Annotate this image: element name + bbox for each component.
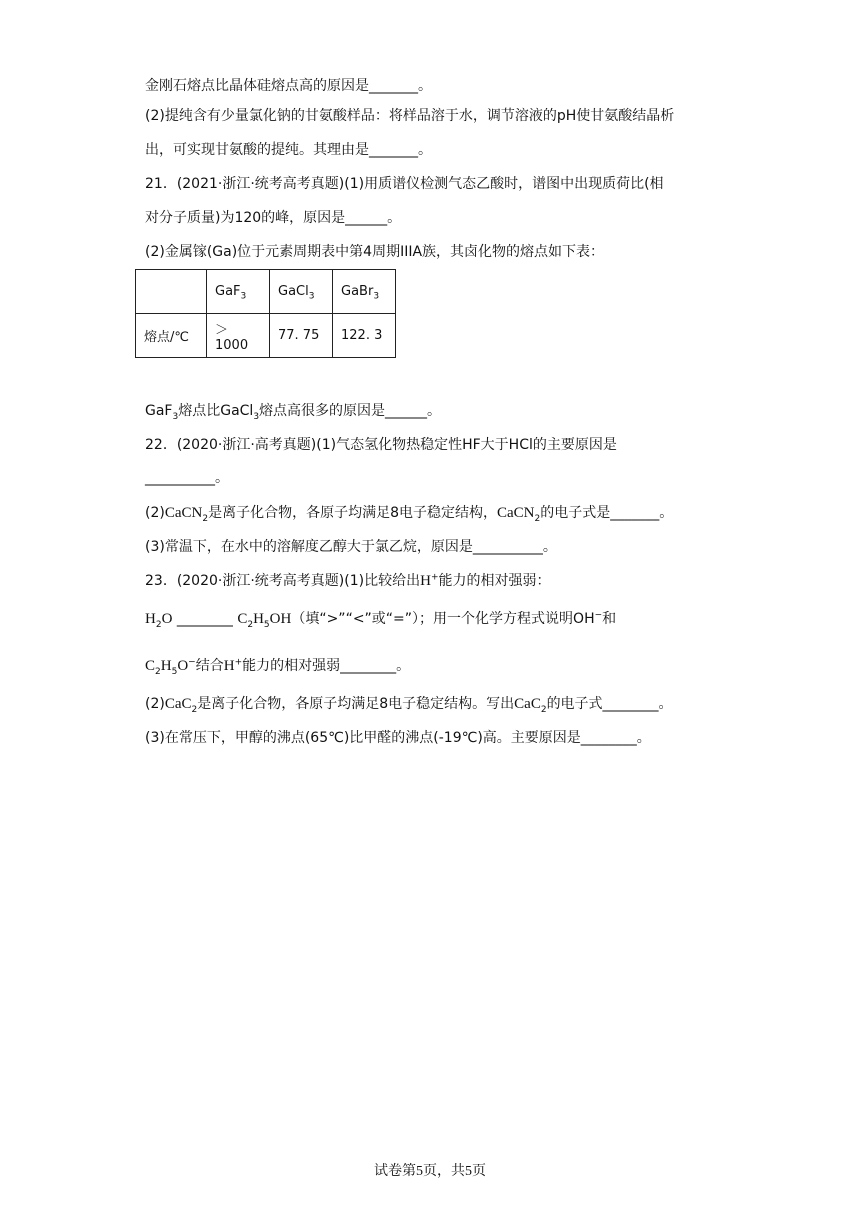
table-row <box>136 314 396 358</box>
q23-line-3: $C_2H_5O^-$结合H+能力的相对强弱________。 <box>145 657 411 677</box>
gaf-line: GaF$_3$熔点比GaCl$_3$熔点高很多的原因是______。 <box>145 403 442 422</box>
text-line-1: 金刚石熔点比晶体硅熔点高的原因是_______。 <box>145 78 432 94</box>
q22-line-1: 22．(2020·浙江·高考真题)(1)气态氢化物热稳定性HF大于HCl的主要原因是 <box>145 437 617 453</box>
melting-point-table <box>135 269 396 358</box>
table-cell-empty <box>136 270 207 314</box>
q21-line-3: (2)金属镓(Ga)位于元素周期表中第4周期IIIA族，其卤化物的熔点如下表： <box>145 244 605 260</box>
table-header-row <box>136 270 396 314</box>
q22-line-3: (2)CaCN$_2$是离子化合物，各原子均满足8电子稳定结构，CaCN$_2$的电子式是_______。 <box>145 505 674 524</box>
table-header-gacl3: GaCl$_3$ <box>270 270 333 314</box>
q21-line-2: 对分子质量)为120的峰，原因是______。 <box>145 210 402 226</box>
table-header-gabr3: GaBr$_3$ <box>333 270 396 314</box>
q23-line-1: 23．(2020·浙江·统考高考真题)(1)比较给出H+能力的相对强弱： <box>145 572 551 589</box>
q23-line-5: (3)在常压下，甲醇的沸点(65℃)比甲醛的沸点(-19℃)高。主要原因是________。 <box>145 730 651 746</box>
table-header-gaf3: GaF$_3$ <box>207 270 270 314</box>
q22-line-2: __________。 <box>145 470 229 486</box>
text-line-3: 出，可实现甘氨酸的提纯。其理由是_______。 <box>145 142 432 158</box>
text-line-2: (2)提纯含有少量氯化钠的甘氨酸样品：将样品溶于水，调节溶液的pH使甘氨酸结晶析 <box>145 108 675 124</box>
page-footer: 试卷第5页，共5页 <box>374 1164 486 1179</box>
table-cell: 122. 3 <box>333 314 396 358</box>
q22-line-4: (3)常温下，在水中的溶解度乙醇大于氯乙烷，原因是__________。 <box>145 539 557 555</box>
q23-line-2: $H_2O$ ________ $C_2H_5OH$（填“>”“<”或“=”）；用一个化学方程式说明OH−和 <box>145 610 617 630</box>
table-cell: ＞ 1000 <box>207 314 270 358</box>
table-cell: 77. 75 <box>270 314 333 358</box>
q21-line-1: 21．(2021·浙江·统考高考真题)(1)用质谱仪检测气态乙酸时，谱图中出现质荷比(相 <box>145 176 664 192</box>
q23-line-4: (2)CaC$_2$是离子化合物，各原子均满足8电子稳定结构。写出CaC$_2$的电子式________。 <box>145 696 673 715</box>
table-row-label: 熔点/℃ <box>136 314 207 358</box>
